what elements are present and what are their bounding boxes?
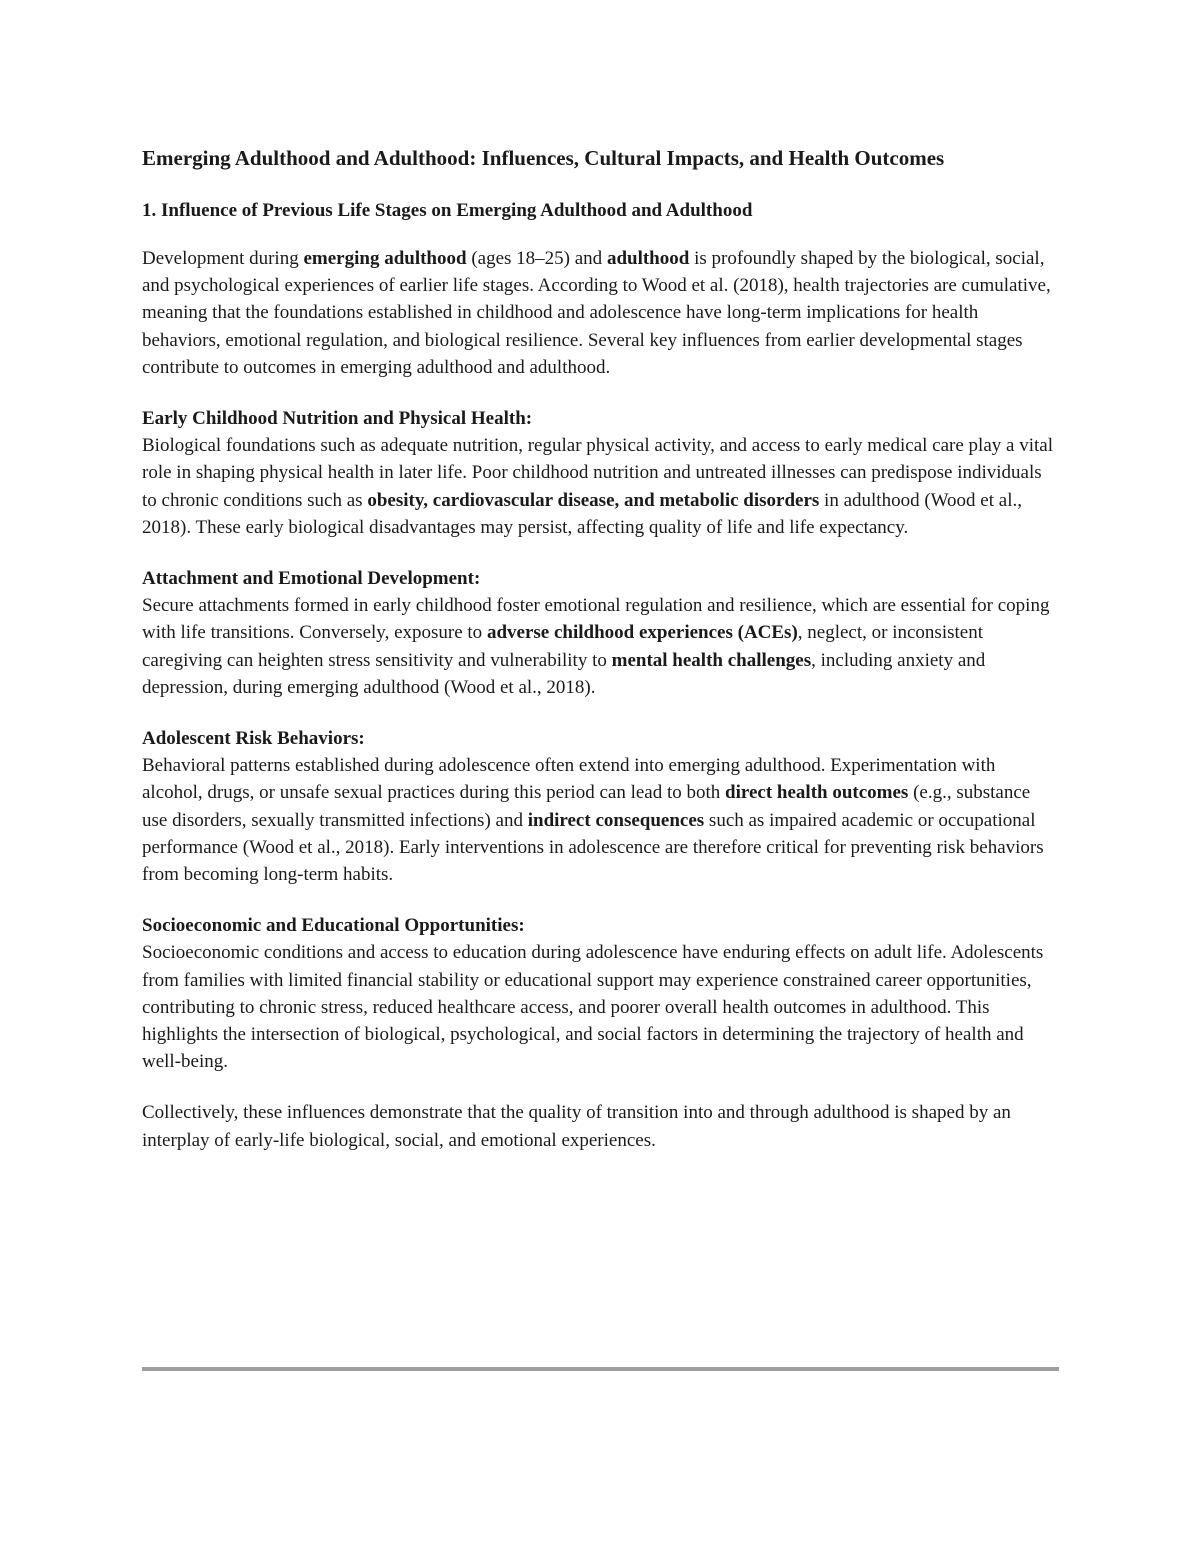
risk-paragraph [142,725,1060,888]
attachment-text-2: , neglect, or inconsistent caregiving can heighten stress sensitivity and vulnerability to [142,622,983,671]
intro-paragraph [142,245,1060,381]
attachment-bold-1: adverse childhood experiences (ACEs) [486,622,798,644]
socioeconomic-heading: Socioeconomic and Educational Opportunities: [142,915,525,937]
document-page [142,143,1060,1178]
attachment-text-3: , including anxiety and depression, during emerging adulthood (Wood et al., 2018). [142,649,986,698]
risk-text-1: Behavioral patterns established during adolescence often extend into emerging adulthood. Experimentation with alcohol, drugs, or unsafe sexual practices during this period can lead to both [142,755,996,804]
nutrition-text-1: Biological foundations such as adequate nutrition, regular physical activity, and access to early medical care play a vital role in shaping physical health in later life. Poor childhood nutrition and untreated illnesses can predispose individuals to chronic conditions such as [142,435,1053,511]
risk-bold-1: direct health outcomes [725,782,909,804]
attachment-paragraph [142,565,1060,701]
risk-heading: Adolescent Risk Behaviors: [142,728,365,750]
nutrition-text-2: in adulthood (Wood et al., 2018). These early biological disadvantages may persist, affecting quality of life and life expectancy. [142,489,1022,538]
intro-bold-1: emerging adulthood [303,248,467,269]
socioeconomic-text: Socioeconomic conditions and access to education during adolescence have enduring effects on adult life. Adolescents from families with limited financial stability or educational support may experience constrained career opportunities, contributing to chronic stress, reduced healthcare access, and poorer overall health outcomes in adulthood. This highlights the intersection of biological, psychological, and social factors in determining the trajectory of health and well-being. [142,942,1044,1073]
risk-text-3: such as impaired academic or occupational performance (Wood et al., 2018). Early interventions in adolescence are therefore critical for preventing risk behaviors from becoming long-term habits. [142,809,1044,886]
nutrition-heading: Early Childhood Nutrition and Physical Health: [142,408,533,430]
risk-bold-2: indirect consequences [527,809,705,831]
intro-text-3: is profoundly shaped by the biological, social, and psychological experiences of earlier life stages. According to Wood et al. (2018), health trajectories are cumulative, meaning that the foundations established in childhood and adolescence have long-term implications for health behaviors, emotional regulation, and biological resilience. Several key influences from earlier developmental stages contribute to outcomes in emerging adulthood and adulthood. [142,248,1051,378]
attachment-text-1: Secure attachments formed in early childhood foster emotional regulation and resilience, which are essential for coping with life transitions. Conversely, exposure to [142,595,1050,644]
nutrition-bold-1: obesity, cardiovascular disease, and metabolic disorders [367,489,820,511]
nutrition-paragraph [142,405,1060,541]
conclusion-paragraph: Collectively, these influences demonstrate that the quality of transition into and through adulthood is shaped by an interplay of early-life biological, social, and emotional experiences. [142,1102,1011,1151]
risk-text-2: (e.g., substance use disorders, sexually transmitted infections) and [142,782,1031,831]
document-title: Emerging Adulthood and Adulthood: Influences, Cultural Impacts, and Health Outcomes [142,146,945,170]
intro-text-2: (ages 18–25) and [466,248,607,269]
attachment-heading: Attachment and Emotional Development: [142,568,481,590]
section-heading: 1. Influence of Previous Life Stages on Emerging Adulthood and Adulthood [142,200,753,221]
socioeconomic-paragraph [142,912,1060,1075]
intro-bold-2: adulthood [606,248,690,269]
horizontal-divider [142,1367,1059,1371]
intro-text-1: Development during [142,248,304,269]
attachment-bold-2: mental health challenges [611,649,812,671]
